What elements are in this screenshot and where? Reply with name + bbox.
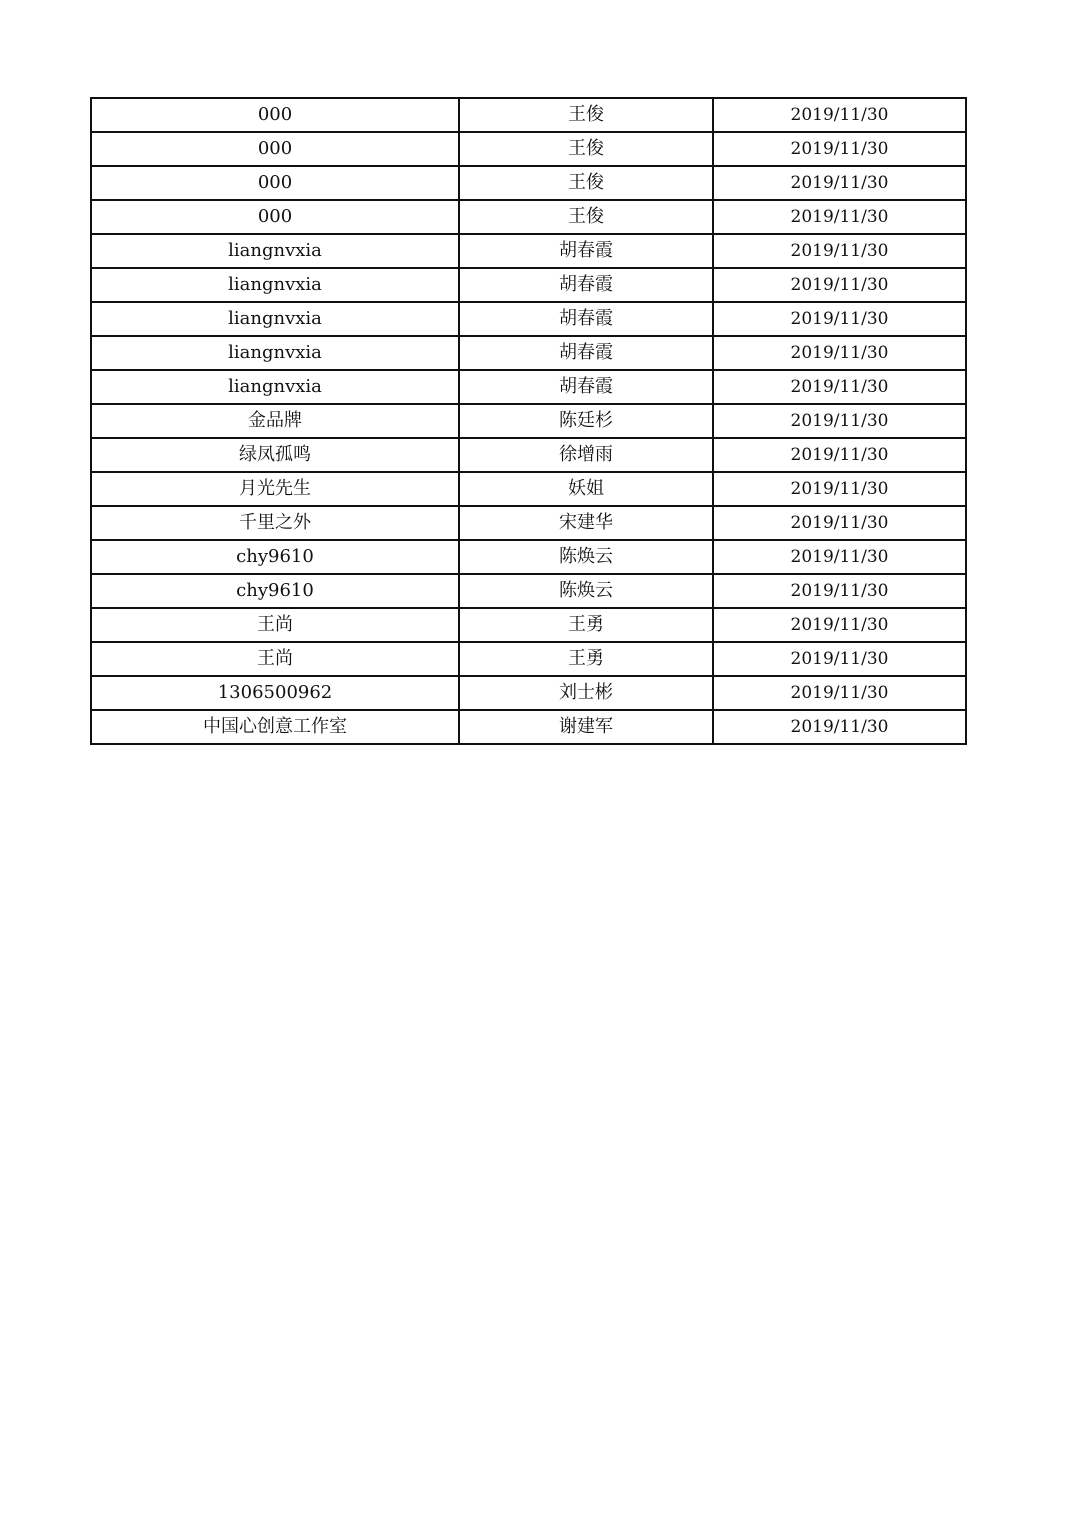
date-cell: 2019/11/30	[713, 676, 966, 710]
name-cell: 王勇	[459, 642, 713, 676]
name-cell: 王俊	[459, 166, 713, 200]
table-row	[91, 98, 966, 132]
account-cell: liangnvxia	[91, 268, 459, 302]
account-cell: chy9610	[91, 574, 459, 608]
date-cell: 2019/11/30	[713, 710, 966, 744]
date-cell: 2019/11/30	[713, 642, 966, 676]
table-row	[91, 438, 966, 472]
name-cell: 陈焕云	[459, 540, 713, 574]
date-cell: 2019/11/30	[713, 438, 966, 472]
date-cell: 2019/11/30	[713, 540, 966, 574]
account-cell: 千里之外	[91, 506, 459, 540]
date-cell: 2019/11/30	[713, 132, 966, 166]
table-row	[91, 234, 966, 268]
account-cell: liangnvxia	[91, 370, 459, 404]
table-row	[91, 540, 966, 574]
account-cell: 王尚	[91, 642, 459, 676]
date-cell: 2019/11/30	[713, 370, 966, 404]
name-cell: 徐增雨	[459, 438, 713, 472]
account-cell: 000	[91, 166, 459, 200]
date-cell: 2019/11/30	[713, 200, 966, 234]
date-cell: 2019/11/30	[713, 472, 966, 506]
table-row	[91, 268, 966, 302]
name-cell: 胡春霞	[459, 336, 713, 370]
date-cell: 2019/11/30	[713, 268, 966, 302]
table-row	[91, 506, 966, 540]
account-cell: 月光先生	[91, 472, 459, 506]
table-row	[91, 166, 966, 200]
table-row	[91, 710, 966, 744]
data-table	[90, 97, 967, 745]
account-cell: liangnvxia	[91, 336, 459, 370]
table-row	[91, 302, 966, 336]
account-cell: 000	[91, 132, 459, 166]
name-cell: 王勇	[459, 608, 713, 642]
account-cell: 绿凤孤鸣	[91, 438, 459, 472]
name-cell: 王俊	[459, 200, 713, 234]
table-row	[91, 608, 966, 642]
date-cell: 2019/11/30	[713, 98, 966, 132]
account-cell: liangnvxia	[91, 234, 459, 268]
name-cell: 王俊	[459, 98, 713, 132]
name-cell: 陈廷杉	[459, 404, 713, 438]
table-row	[91, 472, 966, 506]
date-cell: 2019/11/30	[713, 336, 966, 370]
name-cell: 刘士彬	[459, 676, 713, 710]
date-cell: 2019/11/30	[713, 506, 966, 540]
name-cell: 胡春霞	[459, 370, 713, 404]
table-row	[91, 404, 966, 438]
name-cell: 宋建华	[459, 506, 713, 540]
name-cell: 胡春霞	[459, 268, 713, 302]
name-cell: 王俊	[459, 132, 713, 166]
name-cell: 胡春霞	[459, 234, 713, 268]
account-cell: chy9610	[91, 540, 459, 574]
table-row	[91, 574, 966, 608]
account-cell: 000	[91, 200, 459, 234]
table-row	[91, 200, 966, 234]
account-cell: 000	[91, 98, 459, 132]
table-row	[91, 676, 966, 710]
name-cell: 谢建军	[459, 710, 713, 744]
account-cell: liangnvxia	[91, 302, 459, 336]
date-cell: 2019/11/30	[713, 574, 966, 608]
table-row	[91, 370, 966, 404]
account-cell: 王尚	[91, 608, 459, 642]
date-cell: 2019/11/30	[713, 404, 966, 438]
date-cell: 2019/11/30	[713, 234, 966, 268]
date-cell: 2019/11/30	[713, 608, 966, 642]
date-cell: 2019/11/30	[713, 302, 966, 336]
date-cell: 2019/11/30	[713, 166, 966, 200]
account-cell: 中国心创意工作室	[91, 710, 459, 744]
account-cell: 金品牌	[91, 404, 459, 438]
table-body	[91, 98, 966, 744]
name-cell: 胡春霞	[459, 302, 713, 336]
name-cell: 妖姐	[459, 472, 713, 506]
account-cell: 1306500962	[91, 676, 459, 710]
table-row	[91, 642, 966, 676]
table-row	[91, 336, 966, 370]
name-cell: 陈焕云	[459, 574, 713, 608]
table-row	[91, 132, 966, 166]
